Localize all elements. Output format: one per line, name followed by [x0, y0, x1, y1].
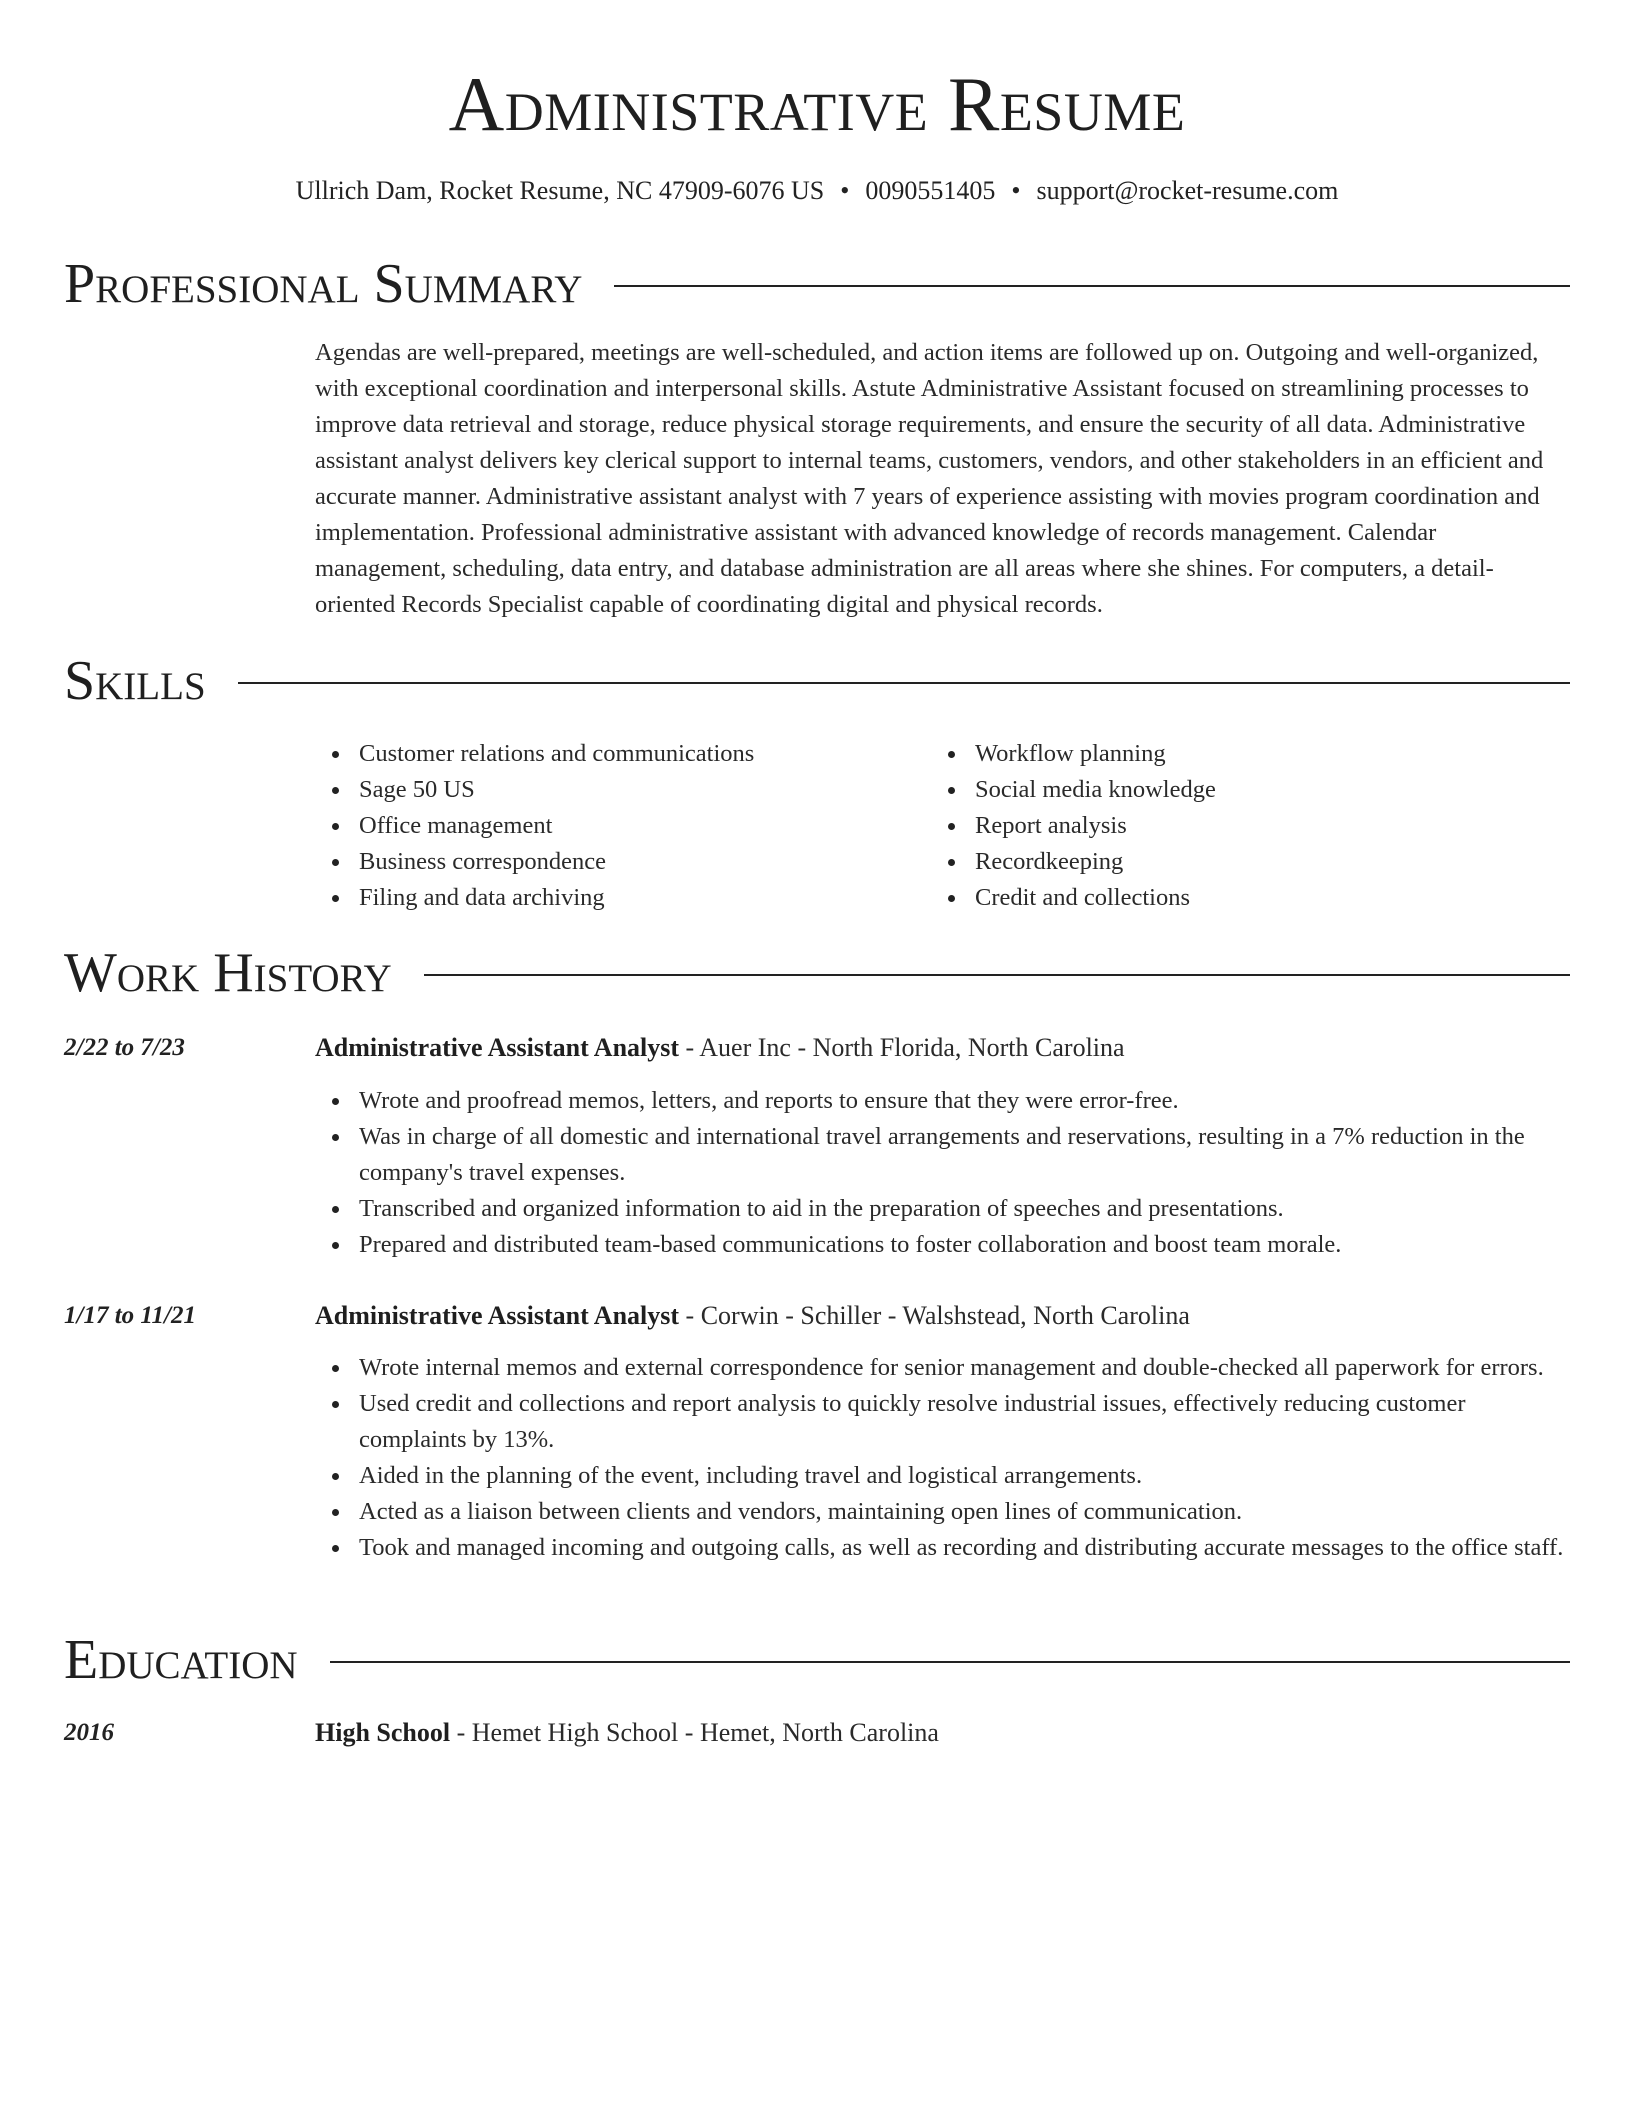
skill-item: Filing and data archiving: [315, 880, 915, 916]
contact-phone: 0090551405: [865, 176, 996, 205]
job-dates: 1/17 to 11/21: [64, 1302, 196, 1329]
job-bullet: Prepared and distributed team-based communications to foster collaboration and boost team morale.: [315, 1227, 1570, 1263]
job-bullet: Wrote and proofread memos, letters, and reports to ensure that they were error-free.: [315, 1083, 1570, 1119]
job-title-line: [315, 1031, 1570, 1065]
summary-heading: Professional Summary: [64, 253, 583, 315]
contact-line: [64, 174, 1570, 208]
contact-email: support@rocket-resume.com: [1036, 176, 1339, 205]
work-section-header: [64, 941, 1570, 1005]
skill-item: Customer relations and communications: [315, 736, 915, 772]
job-bullets: [315, 1083, 1570, 1263]
job-role: Administrative Assistant Analyst: [315, 1033, 680, 1062]
skill-item: Workflow planning: [931, 736, 1531, 772]
job-dates: 2/22 to 7/23: [64, 1034, 185, 1061]
skill-item: Recordkeeping: [931, 844, 1531, 880]
education-line: [315, 1716, 1570, 1750]
skills-heading: Skills: [64, 650, 206, 712]
job-role: Administrative Assistant Analyst: [315, 1301, 680, 1330]
education-details: - Hemet High School - Hemet, North Carolina: [450, 1718, 939, 1747]
skills-right-column: [931, 736, 1531, 916]
summary-section-header: [64, 252, 1570, 316]
skill-item: Sage 50 US: [315, 772, 915, 808]
job-bullets: [315, 1350, 1570, 1566]
section-divider: [330, 1661, 1570, 1663]
job-title-line: [315, 1299, 1570, 1333]
education-degree: High School: [315, 1718, 451, 1747]
job-bullet: Aided in the planning of the event, including travel and logistical arrangements.: [315, 1458, 1570, 1494]
job-details: - Auer Inc - North Florida, North Carolina: [679, 1033, 1125, 1062]
work-heading: Work History: [64, 942, 392, 1004]
job-bullet: Used credit and collections and report analysis to quickly resolve industrial issues, effectively reducing customer complaints by 13%.: [315, 1386, 1570, 1458]
skill-item: Social media knowledge: [931, 772, 1531, 808]
job-bullet: Acted as a liaison between clients and vendors, maintaining open lines of communication.: [315, 1494, 1570, 1530]
summary-text: Agendas are well-prepared, meetings are well-scheduled, and action items are followed up on. Outgoing and well-organized, with exceptional coordination and interpersonal skills. Astute Administrative Assistant focused on streamlining processes to improve data retrieval and storage, reduce physical storage requirements, and ensure the security of all data. Administrative assistant analyst delivers key clerical support to internal teams, customers, vendors, and other stakeholders in an efficient and accurate manner. Administrative assistant analyst with 7 years of experience assisting with movies program coordination and implementation. Professional administrative assistant with advanced knowledge of records management. Calendar management, scheduling, data entry, and database administration are all areas where she shines. For computers, a detail-oriented Records Specialist capable of coordinating digital and physical records.: [315, 339, 1544, 618]
resume-title: Administrative Resume: [448, 61, 1186, 147]
skill-item: Business correspondence: [315, 844, 915, 880]
skills-section-header: [64, 649, 1570, 713]
job-bullet: Transcribed and organized information to aid in the preparation of speeches and presentations.: [315, 1191, 1570, 1227]
contact-address: Ullrich Dam, Rocket Resume, NC 47909-6076 US: [295, 176, 825, 205]
education-year: 2016: [64, 1719, 114, 1746]
job-details: - Corwin - Schiller - Walshstead, North Carolina: [679, 1301, 1190, 1330]
skill-item: Office management: [315, 808, 915, 844]
section-divider: [614, 285, 1570, 287]
section-divider: [424, 974, 1570, 976]
contact-separator: •: [1011, 176, 1021, 205]
contact-separator: •: [840, 176, 850, 205]
skill-item: Report analysis: [931, 808, 1531, 844]
job-bullet: Was in charge of all domestic and international travel arrangements and reservations, resulting in a 7% reduction in the company's travel expenses.: [315, 1119, 1570, 1191]
skill-item: Credit and collections: [931, 880, 1531, 916]
education-heading: Education: [64, 1629, 298, 1691]
education-section-header: [64, 1628, 1570, 1692]
section-divider: [238, 682, 1570, 684]
skills-left-column: [315, 736, 915, 916]
job-bullet: Took and managed incoming and outgoing calls, as well as recording and distributing accurate messages to the office staff.: [315, 1530, 1570, 1566]
job-bullet: Wrote internal memos and external correspondence for senior management and double-checked all paperwork for errors.: [315, 1350, 1570, 1386]
